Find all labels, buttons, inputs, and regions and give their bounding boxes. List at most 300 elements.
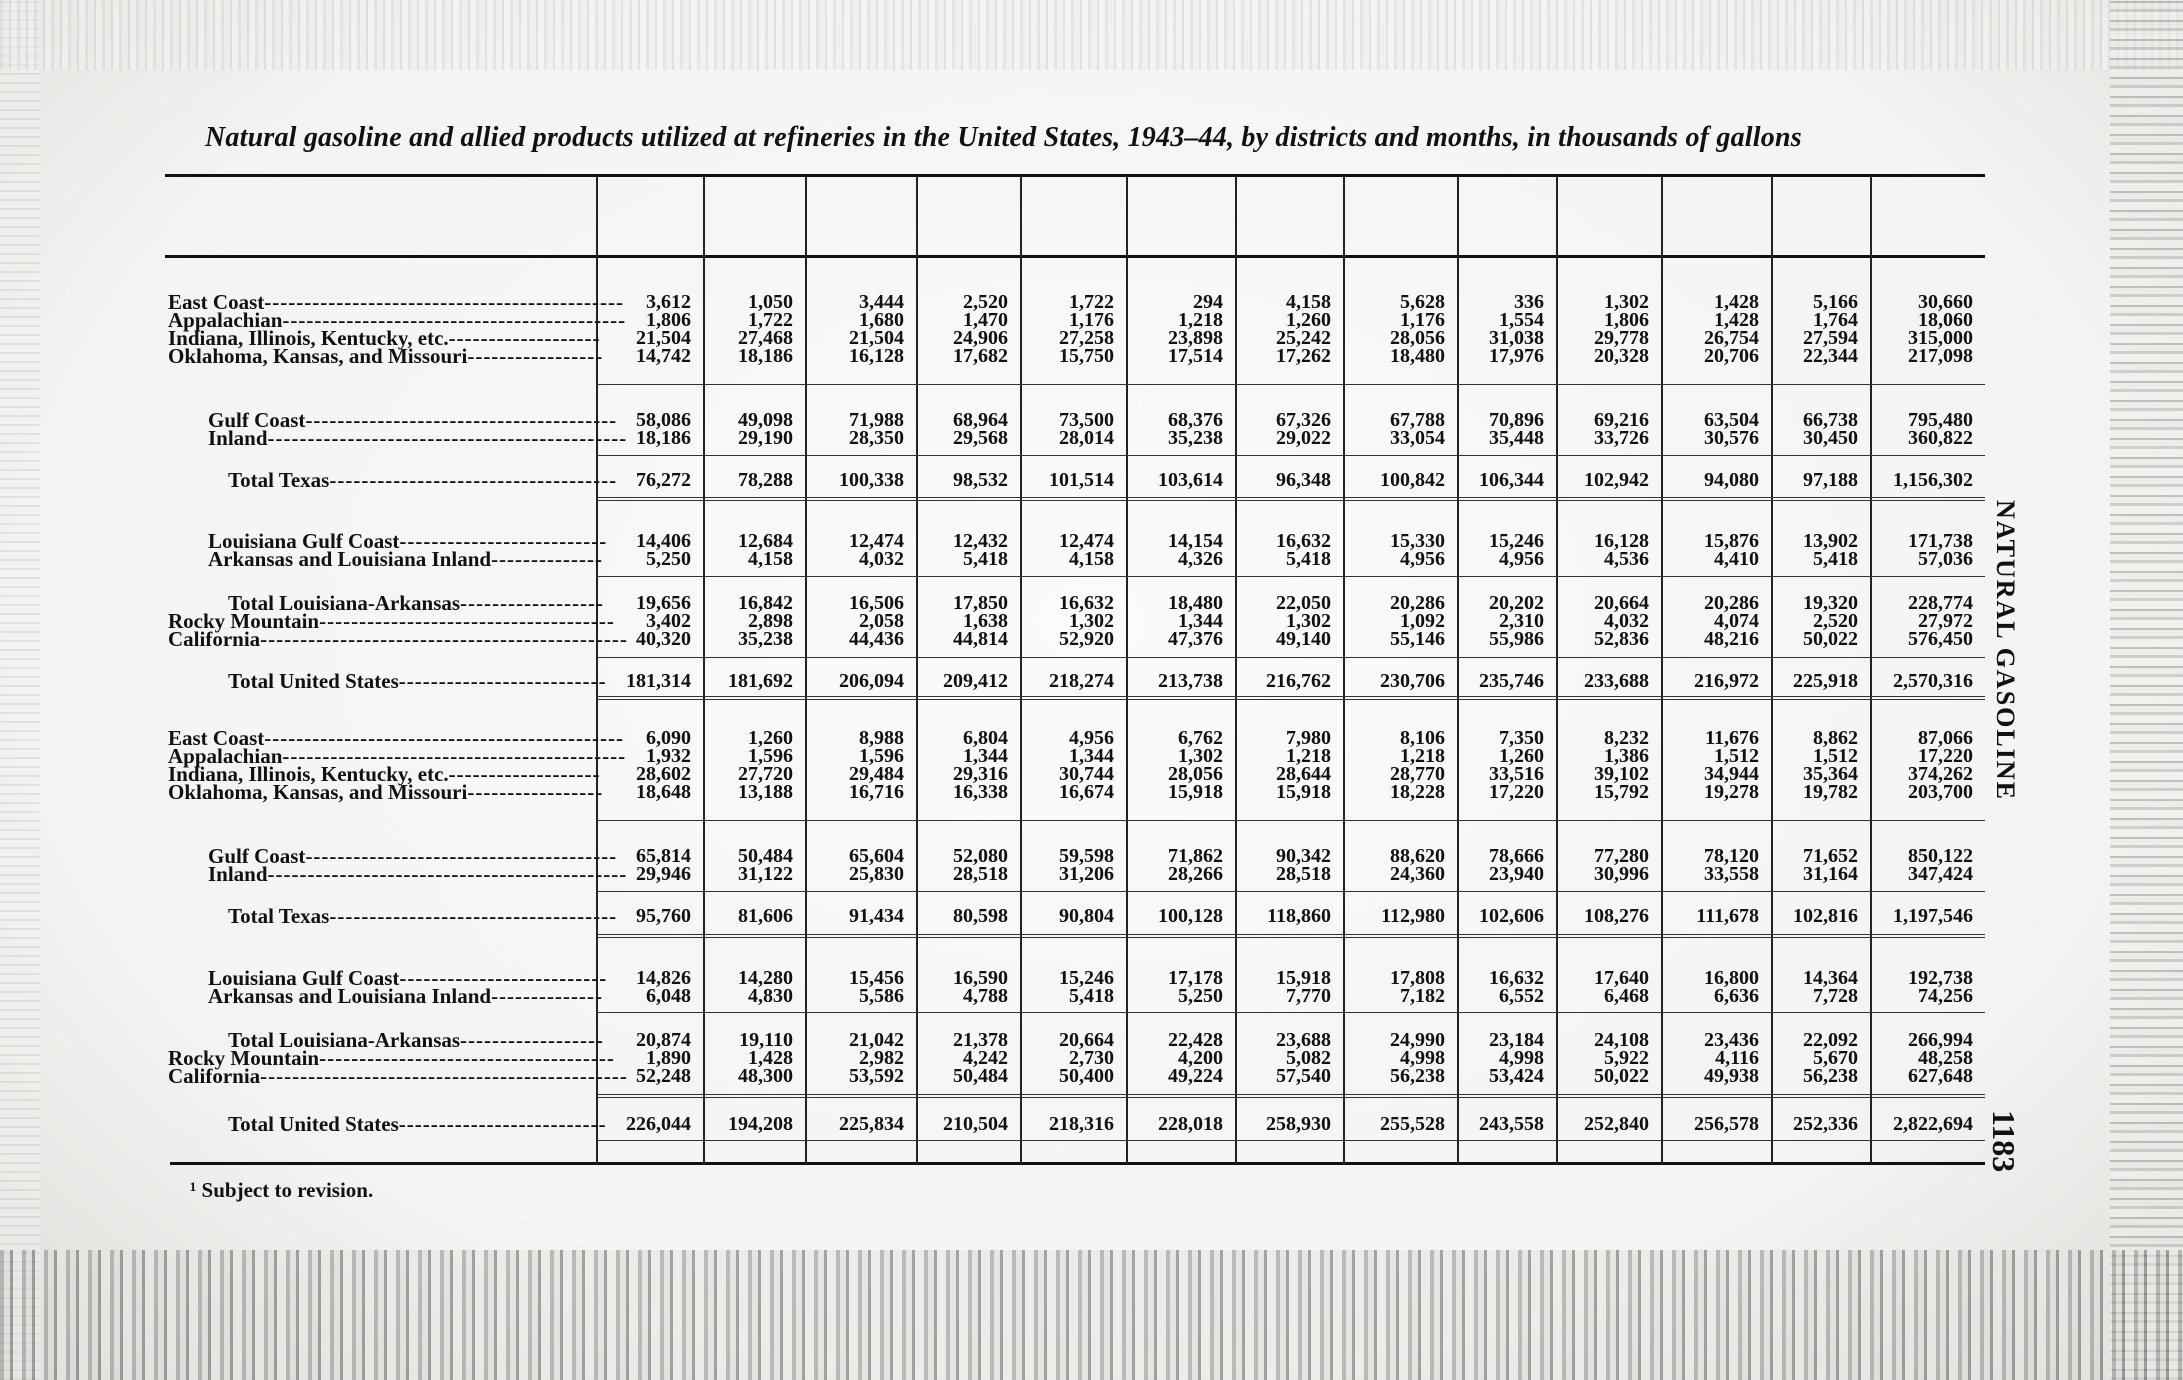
table-cell: 4,158 — [1286, 291, 1331, 313]
table-cell: 11,676 — [1705, 727, 1759, 749]
table-title: Natural gasoline and allied products utilized at refineries in the United States, 1943–44, by districts and months, in thousands of gallons — [205, 122, 1802, 153]
table-cell: 217,098 — [1908, 345, 1973, 367]
table-cell: 97,188 — [1803, 469, 1858, 491]
row-label — [168, 346, 603, 366]
table-cell: 252,840 — [1584, 1113, 1649, 1135]
table-cell: 16,716 — [849, 781, 904, 803]
table-cell: 102,816 — [1793, 905, 1858, 927]
column-header — [1771, 178, 1870, 255]
table-cell: 6,804 — [963, 727, 1008, 749]
table-cell: 181,692 — [728, 670, 793, 692]
table-cell: 16,590 — [953, 967, 1008, 989]
row-label-text: Gulf Coast — [208, 408, 306, 432]
table-cell: 4,158 — [748, 548, 793, 570]
table-cell: 1,680 — [859, 309, 904, 331]
table-cell: 15,750 — [1059, 345, 1114, 367]
table-cell: 5,670 — [1813, 1047, 1858, 1069]
table-cell: 3,402 — [646, 610, 691, 632]
table-cell: 16,800 — [1704, 967, 1759, 989]
table-cell: 8,106 — [1400, 727, 1445, 749]
table-cell: 63,504 — [1704, 409, 1759, 431]
table-cell: 28,266 — [1168, 863, 1223, 885]
table-cell: 27,972 — [1918, 610, 1973, 632]
row-label-text: Rocky Mountain — [168, 609, 320, 633]
leader-dots: --------------------------------------------- — [264, 726, 624, 750]
table-cell: 360,822 — [1908, 427, 1973, 449]
row-separator — [596, 497, 1985, 501]
table-cell: 14,742 — [636, 345, 691, 367]
table-cell: 4,956 — [1400, 548, 1445, 570]
row-label — [208, 986, 603, 1006]
table-cell: 13,902 — [1803, 530, 1858, 552]
table-cell: 1,596 — [748, 745, 793, 767]
table-cell: 22,344 — [1803, 345, 1858, 367]
table-cell: 53,424 — [1489, 1065, 1544, 1087]
table-cell: 35,364 — [1803, 763, 1858, 785]
table-cell: 2,520 — [1813, 610, 1858, 632]
table-cell: 216,762 — [1266, 670, 1331, 692]
table-cell: 95,760 — [636, 905, 691, 927]
table-cell: 15,918 — [1276, 967, 1331, 989]
table-cell: 258,930 — [1266, 1113, 1331, 1135]
table-cell: 1,218 — [1286, 745, 1331, 767]
table-cell: 256,578 — [1694, 1113, 1759, 1135]
table-cell: 795,480 — [1908, 409, 1973, 431]
table-cell: 210,504 — [943, 1113, 1008, 1135]
table-cell: 31,206 — [1059, 863, 1114, 885]
column-header — [1020, 178, 1126, 255]
row-separator — [596, 891, 1985, 892]
table-cell: 33,516 — [1489, 763, 1544, 785]
table-cell: 49,098 — [738, 409, 793, 431]
table-cell: 111,678 — [1696, 905, 1759, 927]
table-cell: 1,260 — [1499, 745, 1544, 767]
table-cell: 19,782 — [1803, 781, 1858, 803]
leader-dots: -------------------------- — [399, 529, 608, 553]
table-cell: 17,976 — [1489, 345, 1544, 367]
table-cell: 2,730 — [1069, 1047, 1114, 1069]
table-cell: 20,328 — [1594, 345, 1649, 367]
table-cell: 8,988 — [859, 727, 904, 749]
table-cell: 39,102 — [1594, 763, 1649, 785]
table-cell: 112,980 — [1381, 905, 1445, 927]
table-cell: 228,774 — [1908, 592, 1973, 614]
table-cell: 576,450 — [1908, 628, 1973, 650]
row-separator — [596, 576, 1985, 577]
table-cell: 203,700 — [1908, 781, 1973, 803]
table-cell: 55,146 — [1390, 628, 1445, 650]
column-header — [1126, 178, 1235, 255]
table-cell: 5,250 — [646, 548, 691, 570]
table-cell: 192,738 — [1908, 967, 1973, 989]
scan-edge-right — [2110, 0, 2183, 1380]
table-cell: 181,314 — [626, 670, 691, 692]
table-cell: 1,302 — [1178, 745, 1223, 767]
table-cell: 71,652 — [1803, 845, 1858, 867]
table-cell: 21,504 — [849, 327, 904, 349]
table-cell: 56,238 — [1803, 1065, 1858, 1087]
table-cell: 28,056 — [1168, 763, 1223, 785]
table-cell: 52,836 — [1594, 628, 1649, 650]
table-cell: 16,128 — [1594, 530, 1649, 552]
table-cell: 70,896 — [1489, 409, 1544, 431]
table-cell: 28,014 — [1059, 427, 1114, 449]
table-cell: 252,336 — [1793, 1113, 1858, 1135]
table-cell: 1,806 — [1604, 309, 1649, 331]
table-cell: 1,890 — [646, 1047, 691, 1069]
row-label-text: Appalachian — [168, 744, 283, 768]
table-cell: 90,804 — [1059, 905, 1114, 927]
table-cell: 53,592 — [849, 1065, 904, 1087]
table-cell: 1,050 — [748, 291, 793, 313]
table-cell: 35,238 — [1168, 427, 1223, 449]
table-cell: 14,826 — [636, 967, 691, 989]
table-cell: 2,058 — [859, 610, 904, 632]
table-cell: 4,326 — [1178, 548, 1223, 570]
table-cell: 347,424 — [1908, 863, 1973, 885]
table-cell: 15,246 — [1489, 530, 1544, 552]
table-cell: 44,814 — [953, 628, 1008, 650]
table-cell: 106,344 — [1479, 469, 1544, 491]
table-cell: 34,944 — [1704, 763, 1759, 785]
table-cell: 22,092 — [1803, 1029, 1858, 1051]
table-cell: 98,532 — [953, 469, 1008, 491]
table-cell: 76,272 — [636, 469, 691, 491]
table-cell: 4,074 — [1714, 610, 1759, 632]
table-cell: 22,050 — [1276, 592, 1331, 614]
column-header — [703, 178, 805, 255]
row-separator — [596, 820, 1985, 821]
table-cell: 627,648 — [1908, 1065, 1973, 1087]
leader-dots: ------------------- — [448, 326, 601, 350]
leader-dots: --------------------------------------------- — [267, 426, 628, 450]
table-cell: 71,988 — [849, 409, 904, 431]
table-cell: 47,376 — [1168, 628, 1223, 650]
table-cell: 1,260 — [748, 727, 793, 749]
table-cell: 118,860 — [1267, 905, 1331, 927]
row-label-text: Inland — [208, 426, 268, 450]
table-cell: 5,418 — [1069, 985, 1114, 1007]
table-cell: 15,456 — [849, 967, 904, 989]
table-cell: 67,788 — [1390, 409, 1445, 431]
table-cell: 69,216 — [1594, 409, 1649, 431]
table-cell: 206,094 — [839, 670, 904, 692]
row-label-text: Total Louisiana-Arkansas — [228, 1028, 461, 1052]
row-separator — [596, 696, 1985, 700]
table-cell: 27,468 — [738, 327, 793, 349]
table-cell: 29,778 — [1594, 327, 1649, 349]
table-cell: 102,606 — [1479, 905, 1544, 927]
table-cell: 52,248 — [636, 1065, 691, 1087]
table-cell: 1,428 — [1714, 309, 1759, 331]
table-cell: 71,862 — [1168, 845, 1223, 867]
running-head: NATURAL GASOLINE — [1991, 500, 2020, 801]
table-cell: 216,972 — [1694, 670, 1759, 692]
table-cell: 24,108 — [1594, 1029, 1649, 1051]
table-cell: 20,286 — [1390, 592, 1445, 614]
leader-dots: ----------------- — [467, 344, 604, 368]
table-cell: 29,316 — [953, 763, 1008, 785]
table-cell: 91,434 — [849, 905, 904, 927]
table-cell: 20,706 — [1704, 345, 1759, 367]
table-cell: 5,922 — [1604, 1047, 1649, 1069]
leader-dots: -------------------------- — [398, 1112, 607, 1136]
table-cell: 16,632 — [1276, 530, 1331, 552]
row-separator — [596, 1012, 1985, 1013]
row-separator — [596, 1094, 1985, 1098]
row-label-text: Inland — [208, 862, 268, 886]
table-cell: 15,246 — [1059, 967, 1114, 989]
table-cell: 100,128 — [1158, 905, 1223, 927]
table-cell: 2,570,316 — [1893, 670, 1973, 692]
table-cell: 16,632 — [1489, 967, 1544, 989]
table-cell: 88,620 — [1390, 845, 1445, 867]
table-cell: 78,120 — [1704, 845, 1759, 867]
leader-dots: ---------------------------------------------- — [260, 627, 628, 651]
table-cell: 23,436 — [1704, 1029, 1759, 1051]
table-cell: 24,360 — [1390, 863, 1445, 885]
table-cell: 2,822,694 — [1893, 1113, 1973, 1135]
table-cell: 27,594 — [1803, 327, 1858, 349]
table-cell: 23,898 — [1168, 327, 1223, 349]
table-cell: 1,428 — [1714, 291, 1759, 313]
table-cell: 81,606 — [738, 905, 793, 927]
footnote: ¹ Subject to revision. — [190, 1178, 374, 1202]
row-label-text: Indiana, Illinois, Kentucky, etc. — [168, 326, 449, 350]
table-cell: 2,310 — [1499, 610, 1544, 632]
table-cell: 27,258 — [1059, 327, 1114, 349]
table-cell: 1,176 — [1069, 309, 1114, 331]
table-cell: 233,688 — [1584, 670, 1649, 692]
column-header — [596, 178, 703, 255]
rule-header — [165, 255, 1985, 258]
column-header — [1235, 178, 1343, 255]
table-cell: 29,190 — [738, 427, 793, 449]
leader-dots: -------------- — [491, 547, 603, 571]
table-cell: 24,906 — [953, 327, 1008, 349]
table-cell: 73,500 — [1059, 409, 1114, 431]
column-header — [1556, 178, 1661, 255]
table-cell: 23,184 — [1489, 1029, 1544, 1051]
table-cell: 8,862 — [1813, 727, 1858, 749]
table-cell: 213,738 — [1158, 670, 1223, 692]
table-cell: 13,188 — [738, 781, 793, 803]
table-cell: 1,092 — [1400, 610, 1445, 632]
row-label-text: Arkansas and Louisiana Inland — [208, 984, 492, 1008]
table-cell: 80,598 — [953, 905, 1008, 927]
column-header — [1870, 178, 1985, 255]
table-cell: 17,220 — [1918, 745, 1973, 767]
table-cell: 14,154 — [1168, 530, 1223, 552]
row-separator — [596, 455, 1985, 456]
table-cell: 50,484 — [738, 845, 793, 867]
table-cell: 7,728 — [1813, 985, 1858, 1007]
table-cell: 5,418 — [1286, 548, 1331, 570]
table-cell: 18,480 — [1390, 345, 1445, 367]
table-cell: 50,022 — [1594, 1065, 1649, 1087]
table-cell: 100,338 — [839, 469, 904, 491]
table-cell: 29,022 — [1276, 427, 1331, 449]
table-cell: 1,302 — [1069, 610, 1114, 632]
table-cell: 255,528 — [1380, 1113, 1445, 1135]
row-separator — [596, 657, 1985, 658]
table-cell: 15,330 — [1390, 530, 1445, 552]
table-cell: 49,224 — [1168, 1065, 1223, 1087]
table-cell: 19,110 — [739, 1029, 793, 1051]
table-cell: 225,834 — [839, 1113, 904, 1135]
table-cell: 108,276 — [1584, 905, 1649, 927]
row-label — [228, 906, 617, 926]
table-cell: 16,128 — [849, 345, 904, 367]
table-cell: 194,208 — [728, 1113, 793, 1135]
table-cell: 1,156,302 — [1893, 469, 1973, 491]
row-label-text: East Coast — [168, 290, 265, 314]
table-cell: 16,632 — [1059, 592, 1114, 614]
table-cell: 35,238 — [738, 628, 793, 650]
table-cell: 15,792 — [1594, 781, 1649, 803]
leader-dots: ------------------------------------ — [329, 468, 618, 492]
table-cell: 1,197,546 — [1893, 905, 1973, 927]
table-cell: 20,202 — [1489, 592, 1544, 614]
row-separator — [596, 384, 1985, 385]
table-cell: 4,158 — [1069, 548, 1114, 570]
table-cell: 1,554 — [1499, 309, 1544, 331]
table-cell: 1,218 — [1178, 309, 1223, 331]
column-header — [916, 178, 1020, 255]
table-cell: 225,918 — [1793, 670, 1858, 692]
row-label — [168, 629, 628, 649]
table-cell: 24,990 — [1390, 1029, 1445, 1051]
table-cell: 52,080 — [953, 845, 1008, 867]
table-cell: 7,182 — [1400, 985, 1445, 1007]
table-cell: 50,400 — [1059, 1065, 1114, 1087]
table-cell: 28,056 — [1390, 327, 1445, 349]
row-label-text: Appalachian — [168, 308, 283, 332]
table-cell: 374,262 — [1908, 763, 1973, 785]
row-label-text: California — [168, 1064, 261, 1088]
table-cell: 17,850 — [953, 592, 1008, 614]
rule-top — [165, 174, 1985, 177]
rule-bottom — [170, 1162, 1985, 1165]
table-cell: 16,338 — [953, 781, 1008, 803]
table-cell: 15,876 — [1704, 530, 1759, 552]
table-cell: 28,350 — [849, 427, 904, 449]
table-cell: 77,280 — [1594, 845, 1649, 867]
leader-dots: ------------------ — [460, 591, 604, 615]
leader-dots: ------------------- — [448, 762, 601, 786]
table-cell: 2,982 — [859, 1047, 904, 1069]
table-cell: 15,918 — [1168, 781, 1223, 803]
table-cell: 20,286 — [1704, 592, 1759, 614]
table-cell: 1,764 — [1813, 309, 1858, 331]
table-cell: 23,688 — [1276, 1029, 1331, 1051]
table-cell: 35,448 — [1489, 427, 1544, 449]
table-cell: 58,086 — [636, 409, 691, 431]
row-label — [228, 470, 617, 490]
table-cell: 56,238 — [1390, 1065, 1445, 1087]
column-header-district — [168, 178, 596, 255]
leader-dots: -------------------------- — [399, 966, 608, 990]
table-cell: 33,054 — [1390, 427, 1445, 449]
scan-edge-top — [0, 0, 2183, 70]
row-label — [168, 782, 603, 802]
table-cell: 4,032 — [859, 548, 904, 570]
table-cell: 17,640 — [1594, 967, 1649, 989]
table-cell: 50,022 — [1803, 628, 1858, 650]
table-cell: 6,468 — [1604, 985, 1649, 1007]
table-cell: 1,596 — [859, 745, 904, 767]
table-cell: 2,520 — [963, 291, 1008, 313]
table-cell: 4,536 — [1604, 548, 1649, 570]
leader-dots: --------------------------------------------- — [267, 862, 628, 886]
table-cell: 1,344 — [1178, 610, 1223, 632]
table-cell: 1,722 — [1069, 291, 1114, 313]
table-cell: 21,042 — [849, 1029, 904, 1051]
table-cell: 14,364 — [1803, 967, 1858, 989]
table-cell: 4,032 — [1604, 610, 1649, 632]
table-cell: 8,232 — [1604, 727, 1649, 749]
table-cell: 28,770 — [1390, 763, 1445, 785]
scan-edge-bottom — [0, 1250, 2183, 1380]
table-cell: 16,674 — [1059, 781, 1114, 803]
table-cell: 33,558 — [1704, 863, 1759, 885]
table-cell: 67,326 — [1276, 409, 1331, 431]
row-label — [168, 1066, 628, 1086]
table-cell: 90,342 — [1276, 845, 1331, 867]
table-cell: 87,066 — [1918, 727, 1973, 749]
leader-dots: ------------------------------------- — [319, 609, 615, 633]
row-label — [208, 549, 603, 569]
table-cell: 4,242 — [963, 1047, 1008, 1069]
row-label-text: Rocky Mountain — [168, 1046, 320, 1070]
table-cell: 52,920 — [1059, 628, 1114, 650]
table-cell: 96,348 — [1276, 469, 1331, 491]
row-label — [208, 428, 627, 448]
table-cell: 28,602 — [636, 763, 691, 785]
table-cell: 6,552 — [1499, 985, 1544, 1007]
table-cell: 17,808 — [1390, 967, 1445, 989]
table-cell: 55,986 — [1489, 628, 1544, 650]
row-label-text: Total United States — [228, 669, 399, 693]
table-cell: 4,956 — [1499, 548, 1544, 570]
table-cell: 1,722 — [748, 309, 793, 331]
table-cell: 18,186 — [738, 345, 793, 367]
table-cell: 102,942 — [1584, 469, 1649, 491]
table-cell: 315,000 — [1908, 327, 1973, 349]
table-cell: 30,744 — [1059, 763, 1114, 785]
table-cell: 230,706 — [1380, 670, 1445, 692]
table-cell: 5,586 — [859, 985, 904, 1007]
table-cell: 1,428 — [748, 1047, 793, 1069]
row-label-text: Oklahoma, Kansas, and Missouri — [168, 780, 468, 804]
table-cell: 100,842 — [1380, 469, 1445, 491]
table-cell: 6,636 — [1714, 985, 1759, 1007]
table-cell: 20,664 — [1594, 592, 1649, 614]
table-cell: 218,274 — [1049, 670, 1114, 692]
table-cell: 74,256 — [1918, 985, 1973, 1007]
table-cell: 1,260 — [1286, 309, 1331, 331]
row-label-text: Total Texas — [228, 904, 330, 928]
table-cell: 101,514 — [1049, 469, 1114, 491]
table-cell: 30,450 — [1803, 427, 1858, 449]
table-cell: 19,278 — [1704, 781, 1759, 803]
row-label-text: Total Texas — [228, 468, 330, 492]
table-cell: 5,418 — [963, 548, 1008, 570]
table-cell: 336 — [1514, 291, 1544, 313]
table-cell: 48,258 — [1918, 1047, 1973, 1069]
row-label — [208, 864, 627, 884]
table-cell: 49,938 — [1704, 1065, 1759, 1087]
